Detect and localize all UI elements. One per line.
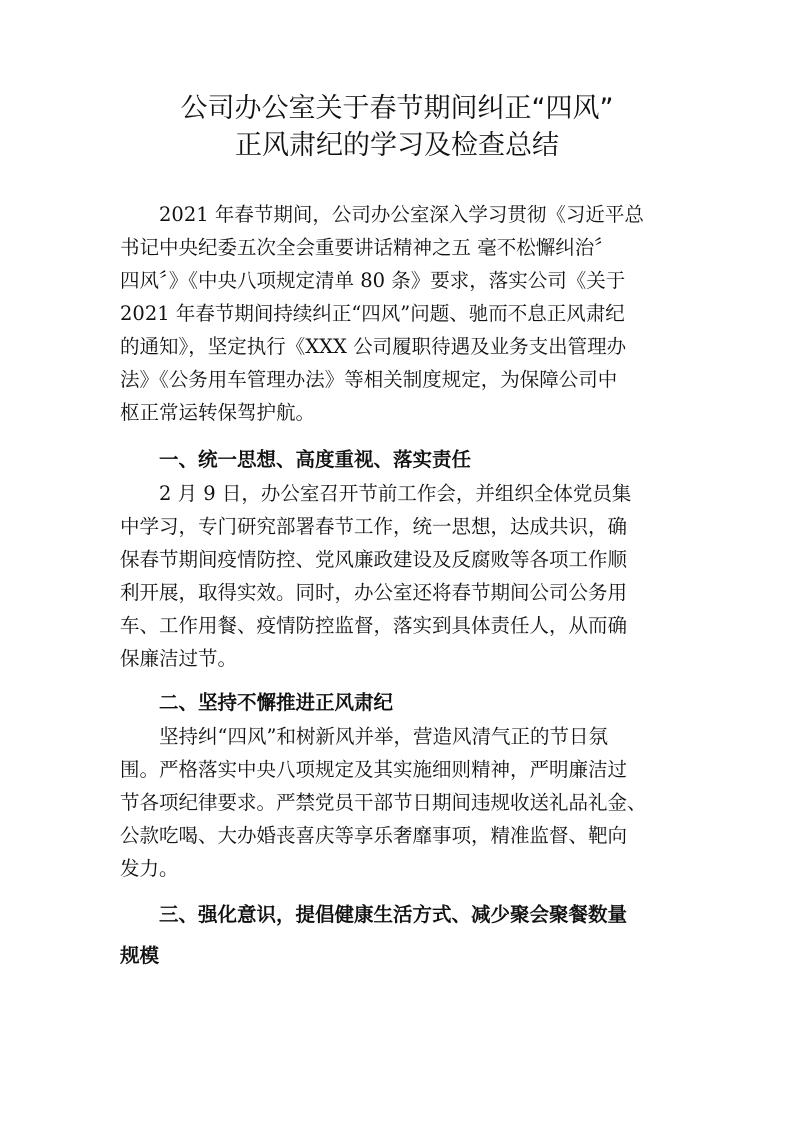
paragraph-line: 法》《公务用车管理办法》等相关制度规定，为保障公司中 — [120, 368, 618, 391]
section-heading-3-line-1: 三、强化意识，提倡健康生活方式、减少聚会聚餐数量 — [159, 903, 628, 926]
paragraph-line: 公款吃喝、大办婚丧喜庆等享乐奢靡事项，精准监督、靶向 — [120, 824, 628, 847]
paragraph-line: 坚持纠“四风”和树新风并举，营造风清气正的节日氛 — [159, 725, 608, 748]
paragraph-line: 保廉洁过节。 — [120, 647, 238, 670]
paragraph-line: 书记中央纪委五次全会重要讲话精神之五 毫不松懈纠治〞 — [120, 236, 614, 259]
paragraph-line: 四风〞》《中央八项规定清单 80 条》要求，落实公司《关于 — [120, 269, 626, 292]
paragraph-line: 利开展，取得实效。同时，办公室还将春节期间公司公务用 — [120, 581, 628, 604]
section-heading-3-line-2: 规模 — [120, 944, 160, 967]
section-heading-2: 二、坚持不懈推进正风肃纪 — [159, 691, 394, 714]
paragraph-line: 2021 年春节期间，公司办公室深入学习贯彻《习近平总 — [159, 203, 644, 226]
paragraph-line: 围。严格落实中央八项规定及其实施细则精神，严明廉洁过 — [120, 758, 628, 781]
paragraph-line: 枢正常运转保驾护航。 — [120, 401, 316, 424]
section-1-paragraph — [120, 477, 680, 675]
paragraph-line: 发力。 — [120, 857, 179, 880]
document-title-line-1: 公司办公室关于春节期间纠正“四风” — [180, 93, 614, 124]
intro-paragraph — [120, 198, 680, 429]
paragraph-line: 2 月 9 日，办公室召开节前工作会，并组织全体党员集 — [159, 482, 632, 505]
paragraph-line: 的通知》，坚定执行《XXX 公司履职待遇及业务支出管理办 — [120, 335, 627, 358]
section-heading-1: 一、统一思想、高度重视、落实责任 — [159, 448, 472, 471]
paragraph-line: 2021 年春节期间持续纠正“四风”问题、驰而不息正风肃纪 — [120, 302, 625, 325]
paragraph-line: 保春节期间疫情防控、党风廉政建设及反腐败等各项工作顺 — [120, 548, 628, 571]
document-title-line-2: 正风肃纪的学习及检查总结 — [235, 130, 559, 161]
paragraph-line: 节各项纪律要求。严禁党员干部节日期间违规收送礼品礼金、 — [120, 791, 647, 814]
paragraph-line: 车、工作用餐、疫情防控监督，落实到具体责任人，从而确 — [120, 614, 628, 637]
section-2-paragraph — [120, 720, 680, 885]
paragraph-line: 中学习，专门研究部署春节工作，统一思想，达成共识，确 — [120, 515, 628, 538]
